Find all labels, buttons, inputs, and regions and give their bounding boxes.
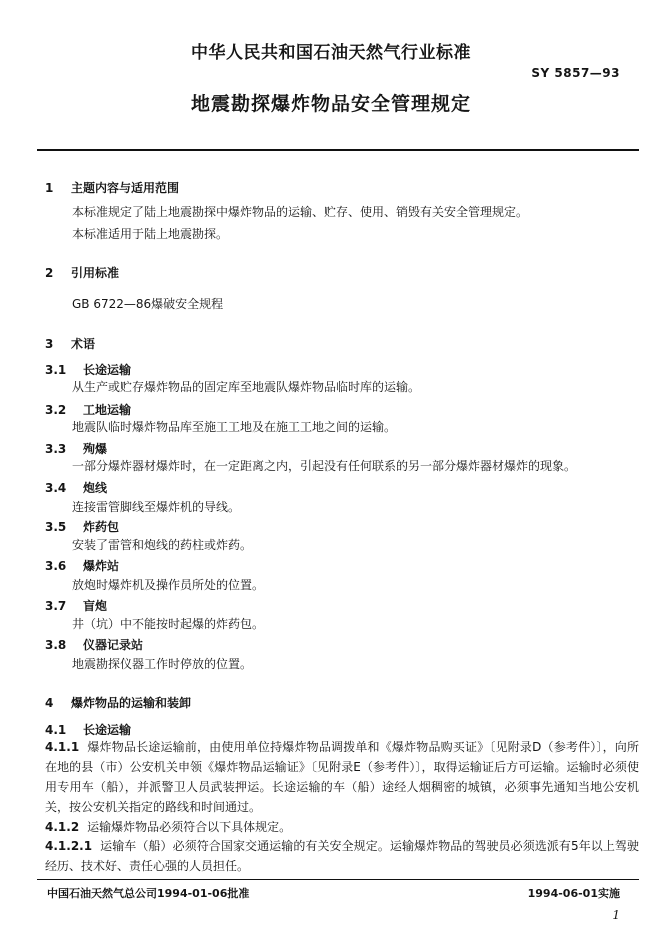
section-number: 4 bbox=[45, 696, 54, 710]
term-3-2-definition: 地震队临时爆炸物品库至施工工地及在施工工地之间的运输。 bbox=[72, 420, 397, 434]
term-3-8-definition: 地震勘探仪器工作时停放的位置。 bbox=[72, 657, 253, 671]
section-4-heading bbox=[45, 694, 191, 711]
term-3-3-definition: 一部分爆炸器材爆炸时，在一定距离之内，引起没有任何联系的另一部分爆炸器材爆炸的现象。 bbox=[72, 459, 577, 473]
term-3-5: 3.5 炸药包 bbox=[45, 520, 120, 534]
term-3-1-definition: 从生产或贮存爆炸物品的固定库至地震队爆炸物品临时库的运输。 bbox=[72, 380, 421, 394]
clause-4-1-2: 4.1.2 运输爆炸物品必须符合以下具体规定。 bbox=[45, 820, 292, 834]
term-3-7: 3.7 盲炮 bbox=[45, 599, 108, 613]
clause-4-1-1: 4.1.1 爆炸物品长途运输前，由使用单位持爆炸物品调拨单和《爆炸物品购买证》〔见附录D（参考件）〕，向所在地的县（市）公安机关申领《爆炸物品运输证》〔见附录E（参考件）〕，取得运输证后方可运输。运输时必须使用专用车（船），并派警卫人员武装押运。长途运输的车（船）途经人烟稠密的城镇，必须事先通知当地公安机关，按公安机关指定的路线和时间通过。 bbox=[45, 740, 639, 814]
term-3-4: 3.4 炮线 bbox=[45, 481, 108, 495]
term-3-4-definition: 连接雷管脚线至爆炸机的导线。 bbox=[72, 500, 241, 514]
subsection-4-1: 4.1 长途运输 bbox=[45, 723, 132, 737]
term-3-2: 3.2 工地运输 bbox=[45, 403, 132, 417]
section-title: 术语 bbox=[71, 337, 96, 351]
term-3-5-definition: 安装了雷管和炮线的药柱或炸药。 bbox=[72, 538, 253, 552]
term-3-8: 3.8 仪器记录站 bbox=[45, 638, 144, 652]
section-3-heading bbox=[45, 335, 95, 352]
term-3-6-definition: 放炮时爆炸机及操作员所处的位置。 bbox=[72, 578, 265, 592]
page-number: 1 bbox=[612, 908, 620, 922]
clause-4-1-2-1: 4.1.2.1 运输车（船）必须符合国家交通运输的有关安全规定。运输爆炸物品的驾驶员必须选派有5年以上驾驶经历、技术好、责任心强的人员担任。 bbox=[45, 839, 639, 873]
section-number: 1 bbox=[45, 181, 54, 195]
section-number: 2 bbox=[45, 266, 54, 280]
section-title: 主题内容与适用范围 bbox=[71, 181, 180, 195]
section-number: 3 bbox=[45, 337, 54, 351]
effective-date: 1994-06-01实施 bbox=[527, 887, 620, 900]
standard-code: SY 5857—93 bbox=[531, 66, 620, 80]
term-3-3: 3.3 殉爆 bbox=[45, 442, 108, 456]
section-title: 引用标准 bbox=[71, 266, 120, 280]
section-1-paragraph-1: 本标准规定了陆上地震勘探中爆炸物品的运输、贮存、使用、销毁有关安全管理规定。 bbox=[72, 205, 529, 219]
section-title: 爆炸物品的运输和装卸 bbox=[71, 696, 192, 710]
footer-divider bbox=[37, 879, 639, 880]
term-3-6: 3.6 爆炸站 bbox=[45, 559, 120, 573]
section-1-paragraph-2: 本标准适用于陆上地震勘探。 bbox=[72, 227, 229, 241]
section-2-reference: GB 6722—86爆破安全规程 bbox=[72, 297, 224, 311]
term-3-7-definition: 井（坑）中不能按时起爆的炸药包。 bbox=[72, 617, 265, 631]
term-3-1: 3.1 长途运输 bbox=[45, 363, 132, 377]
header-divider bbox=[37, 149, 639, 151]
document-title: 地震勘探爆炸物品安全管理规定 bbox=[190, 93, 471, 115]
standard-category: 中华人民共和国石油天然气行业标准 bbox=[191, 43, 471, 63]
approval-statement: 中国石油天然气总公司1994-01-06批准 bbox=[47, 887, 250, 900]
section-1-heading bbox=[45, 179, 179, 196]
section-2-heading bbox=[45, 264, 119, 281]
